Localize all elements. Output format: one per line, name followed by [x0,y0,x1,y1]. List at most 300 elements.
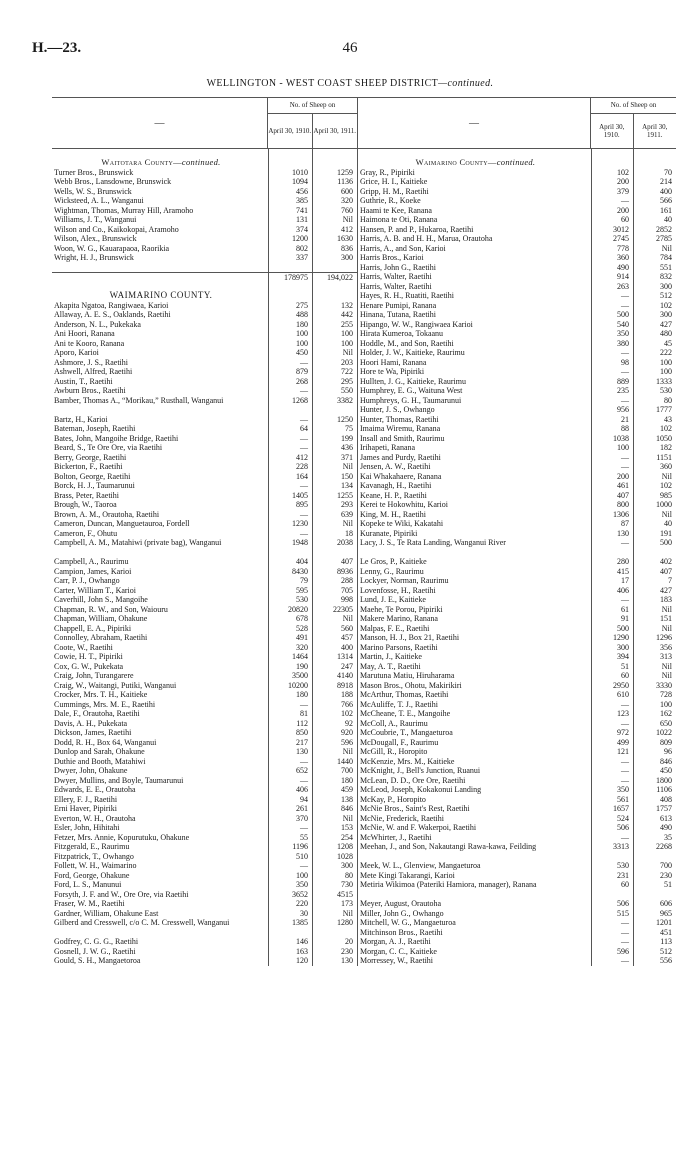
sheep-column-header [268,98,357,148]
sheep-1910: 220 [268,899,312,909]
owner-column-header: — [52,98,268,148]
table-row [358,814,676,824]
table-row [52,595,357,605]
table-row [358,928,676,938]
sheep-1911: 80 [312,871,357,881]
sheep-1911: Nil [633,662,676,672]
owner-name: Harris Bros., Karioi [360,253,424,262]
sheep-1911: 100 [312,329,357,339]
table-row [358,396,676,406]
sheep-1910: — [268,415,312,425]
sheep-1910: 500 [591,624,633,634]
table-row [358,301,676,311]
sheep-1911: 230 [633,871,676,881]
sheep-1911: 295 [312,377,357,387]
sheep-1910: — [268,386,312,396]
owner-name: Miller, John G., Owhango [360,908,444,918]
table-row [358,329,676,339]
table-row [52,728,357,738]
table-row [52,491,357,501]
sheep-1911: Nil [633,624,676,634]
sheep-1911: 153 [312,823,357,833]
sheep-1911: 427 [633,320,676,330]
table-row [358,244,676,254]
owner-name: Ashwell, Alfred, Raetihi [54,367,133,376]
table-row [52,842,357,852]
sheep-1911: 1151 [633,453,676,463]
table-row [358,842,676,861]
owner-name: McLeod, Joseph, Kokakonui Landing [360,785,482,794]
sheep-1910: 561 [591,795,633,805]
sheep-1910: 380 [591,339,633,349]
owner-name: Dwyer, Mullins, and Boyle, Taumarunui [54,775,184,785]
owner-name: Meek, W. L., Glenview, Mangaeturoa [360,861,481,870]
table-row [52,320,357,330]
owner-name: Kopeke te Wiki, Kakatahi [360,519,444,528]
owner-name: Fitzpatrick, T., Owhango [54,851,134,861]
sheep-1910: 530 [268,595,312,605]
total-row [52,272,357,283]
owner-name: Wright, H. J., Brunswick [54,253,134,262]
sheep-1910: 850 [268,728,312,738]
sheep-1910: 60 [591,215,633,225]
owner-name: Gosnell, J. W. G., Raetihi [54,946,136,956]
table-row [52,510,357,520]
sheep-1910: 94 [268,795,312,805]
right-table-rows [358,149,676,966]
owner-name: Borck, H. J., Taumarunui [54,481,135,490]
table-row [52,529,357,539]
sheep-1910: 956 [591,405,633,415]
owner-name: Wilson, Alex., Brunswick [54,234,137,243]
year-1910-header: April 30, 1910. [268,114,313,148]
table-row [52,814,357,824]
table-row [358,310,676,320]
sheep-1911: 320 [312,196,357,206]
sheep-1910 [268,263,312,272]
sheep-1910: 528 [268,624,312,634]
table-row [52,823,357,833]
sheep-1910: — [591,348,633,358]
owner-name: Fetzer, Mrs. Annie, Kopurutuku, Ohakune [54,832,190,842]
sheep-1911: 450 [633,766,676,776]
sheep-1911: 402 [633,557,676,567]
sheep-1910: — [591,937,633,947]
sheep-1910 [268,291,312,301]
owner-name: Caverhill, John S., Mangoihe [54,595,148,604]
table-row [358,633,676,643]
sheep-1911: 182 [633,443,676,453]
owner-name: Hirata Kumeroa, Tokaanu [360,329,444,338]
table-row [358,177,676,187]
sheep-1911: 442 [312,310,357,320]
sheep-1910: 120 [268,956,312,966]
owner-name: Kai Whakahaere, Ranana [360,471,442,481]
sheep-1911: 427 [633,586,676,596]
sheep-1910: 123 [591,709,633,719]
owner-name: Carter, William T., Karioi [54,585,137,595]
sheep-1910: 374 [268,225,312,235]
sheep-1911: 40 [633,215,676,225]
sheep-1910: 130 [591,529,633,539]
sheep-1910: 190 [268,662,312,672]
owner-name: McCheane, T. E., Mangoihe [360,709,451,718]
sheep-1911: 293 [312,500,357,510]
right-table-header [358,97,676,149]
table-row [358,434,676,444]
owner-name: Wilson and Co., Kaikokopai, Aramoho [54,224,179,234]
sheep-1910: 61 [591,605,633,615]
sheep-1911: 596 [312,738,357,748]
sheep-header-label: No. of Sheep on [591,98,676,114]
owner-name: Harris, Walter, Raetihi [360,272,432,281]
sheep-1910: 55 [268,833,312,843]
owner-name: Hipango, W. W., Rangiwaea Karioi [360,319,473,329]
sheep-1910: — [591,291,633,301]
owner-name: Erni Haver, Pipiriki [54,804,117,813]
sheep-1911: 1757 [633,804,676,814]
sheep-1910: 490 [591,263,633,273]
sheep-1910: — [268,510,312,520]
table-row [52,747,357,757]
sheep-1911: 400 [633,187,676,197]
table-row [358,804,676,814]
sheep-1910: 3012 [591,225,633,235]
owner-name: Cameron, F., Ohutu [54,528,118,538]
owner-name: Carr, P. J., Owhango [54,576,120,585]
owner-name: Kuranate, Pipiriki [360,528,418,538]
sheep-1911: 480 [633,329,676,339]
sheep-1910: 320 [268,643,312,653]
owner-name: Hore te Wa, Pipiriki [360,367,425,376]
table-row [358,766,676,776]
sheep-1911: 255 [312,320,357,330]
sheep-1911: Nil [633,244,676,254]
sheep-1911: 1777 [633,405,676,415]
sheep-1910: 163 [268,947,312,957]
sheep-1910: — [268,529,312,539]
table-row [358,557,676,567]
owner-name: Harris, John G., Raetihi [360,262,436,272]
sheep-1911: 8918 [312,681,357,691]
owner-name: Cowie, H. T., Pipiriki [54,652,123,661]
table-row [52,804,357,814]
table-row [358,538,676,557]
sheep-1910: 879 [268,367,312,377]
table-row [358,282,676,292]
report-number: H.—23. [32,40,82,56]
sheep-1910: — [591,595,633,605]
sheep-1910: 889 [591,377,633,387]
sheep-1910: — [591,367,633,377]
table-row [358,937,676,947]
table-row [358,320,676,330]
owner-name: Follett, W. H., Waimarino [54,861,137,870]
sheep-1911: 20 [312,937,357,947]
owner-name: Morgan, C. C., Kaitieke [360,946,437,956]
year-1911-header: April 30, 1911. [642,123,668,139]
sheep-1910: 540 [591,320,633,330]
owner-name: Harris, A. B. and H. H., Marua, Orautoha [360,234,493,243]
owner-name: Austin, T., Raetihi [54,376,113,386]
sheep-1910: 1657 [591,804,633,814]
sheep-1911: 254 [312,833,357,843]
sheep-1910: 415 [591,567,633,577]
sheep-1910: 60 [591,880,633,899]
owner-name: Hunter, Thomas, Raetihi [360,414,439,424]
owner-name: Wicksteed, A. L., Wanganui [54,196,144,205]
sheep-1910: 81 [268,709,312,719]
district-title-suffix: —continued. [438,78,494,89]
owner-name: Imaima Wiremu, Ranana [360,424,441,433]
owner-name: Esler, John, Hihitahi [54,823,120,832]
table-row [52,785,357,795]
owner-name: Turner Bros., Brunswick [54,167,134,177]
owner-name: McKay, P., Horopito [360,794,426,804]
sheep-1911: 40 [633,519,676,529]
table-row [358,956,676,966]
sheep-1910: 491 [268,633,312,643]
table-row [52,234,357,244]
table-row [358,472,676,482]
sheep-1911: 2852 [633,225,676,235]
sheep-1911: 556 [633,956,676,966]
owner-name: Ani te Kooro, Ranana [54,338,125,348]
sheep-1911: 846 [312,804,357,814]
owner-name: Berry, George, Raetihi [54,452,127,462]
owner-name: Gardner, William, Ohakune East [54,908,159,918]
owner-name: Woon, W. G., Kauarapaoa, Raorikia [54,243,170,253]
sheep-1910: 1385 [268,918,312,937]
sheep-1910: 778 [591,244,633,254]
sheep-1911 [633,158,676,168]
owner-name [52,282,268,291]
table-row [358,206,676,216]
table-row [358,833,676,843]
sheep-1911: 1333 [633,377,676,387]
sheep-1910: 350 [591,329,633,339]
sheep-1911: 173 [312,899,357,909]
sheep-1911: 700 [633,861,676,871]
owner-name: Cox, G. W., Pukekata [54,661,124,671]
table-row [52,643,357,653]
owner-name: Malpas, F. E., Raetihi [360,623,430,633]
table-row [358,500,676,510]
sheep-1911 [312,149,357,158]
table-row [52,852,357,862]
table-row [52,339,357,349]
sheep-1910: — [591,719,633,729]
sheep-1910: 8430 [268,567,312,577]
sheep-1910: 450 [268,348,312,358]
sheep-1910: 596 [591,947,633,957]
sheep-1910: 610 [591,690,633,700]
table-row [52,633,357,643]
table-row [52,244,357,254]
owner-name: Cameron, Duncan, Manguetauroa, Fordell [54,519,190,528]
sheep-1911 [312,263,357,272]
sheep-1910: — [591,928,633,938]
sheep-1911: 766 [312,700,357,710]
sheep-1911: 985 [633,491,676,501]
sheep-1911: 102 [633,424,676,434]
owner-name: May, A. T., Raetihi [360,661,421,671]
sheep-1910: — [591,757,633,767]
owner-name [52,149,268,158]
table-row [52,719,357,729]
sheep-1911: 134 [312,481,357,491]
sheep-1910: 130 [268,747,312,757]
sheep-1910: 51 [591,662,633,672]
sheep-1910: 406 [591,586,633,596]
sheep-1911: 530 [633,386,676,396]
table-row [358,624,676,634]
owner-name: Ford, L. S., Manunui [54,880,122,889]
owner-name: Morressey, W., Raetihi [360,956,434,965]
table-row [358,196,676,206]
owner-name: Humphrey, E. G., Waituna West [360,386,463,395]
sheep-1911: 1280 [312,918,357,937]
sheep-1911: 1250 [312,415,357,425]
sheep-1911: 1050 [633,434,676,444]
sheep-1910: 337 [268,253,312,263]
owner-name: Harris, A., and Son, Karioi [360,243,446,253]
owner-name: Le Gros, P., Kaitieke [360,557,427,566]
table-row [52,861,357,871]
sheep-1911: 188 [312,690,357,700]
table-row [52,947,357,957]
owner-name: Akapita Ngatoa, Rangiwaea, Karioi [54,300,169,310]
sheep-1910 [591,158,633,168]
sheep-1910 [591,149,633,158]
sheep-1910: 524 [591,814,633,824]
owner-name: Lovenfosse, H., Raetihi [360,585,436,595]
sheep-1911: 214 [633,177,676,187]
sheep-1910: 1230 [268,519,312,529]
sheep-1911: Nil [633,605,676,615]
owner-name: McWhirter, J., Raetihi [360,832,432,842]
owner-name: Gilberd and Cresswell, c/o C. M. Cresswell, Wanganui [54,918,230,927]
owner-name: Irihapeti, Ranana [360,443,416,452]
table-row [358,861,676,871]
owner-name: Dickson, James, Raetihi [54,728,132,737]
sheep-1911: 199 [312,434,357,444]
owner-name: McArthur, Thomas, Raetihi [360,690,449,699]
sheep-1911: 3382 [312,396,357,415]
owner-name: Dodd, R. H., Box 64, Wanganui [54,737,157,747]
sheep-1911: 836 [312,244,357,254]
sheep-1910: 406 [268,785,312,795]
table-row [358,947,676,957]
table-row [52,263,357,272]
sheep-1910: 235 [591,386,633,396]
table-row [358,415,676,425]
sheep-1911: 288 [312,576,357,586]
section-heading [358,158,676,168]
table-row [358,405,676,415]
sheep-1911: 8936 [312,567,357,577]
sheep-1911: 191 [633,529,676,539]
sheep-1910: — [268,443,312,453]
table-row [52,709,357,719]
owner-name: Craig, John, Turangarere [54,671,134,680]
sheep-1911: 490 [633,823,676,833]
table-row [52,443,357,453]
sheep-1910: 407 [591,491,633,501]
owner-name: Fraser, W. M., Raetihi [54,899,125,908]
table-row [358,795,676,805]
sheep-1910: 164 [268,472,312,482]
sheep-1911: 102 [312,709,357,719]
left-table-rows [52,149,357,966]
sheep-1910: — [268,358,312,368]
sheep-1911: 180 [312,776,357,786]
district-title [0,78,700,89]
owner-name: Lund, J. E., Kaitieke [360,595,426,604]
table-row [358,358,676,368]
sheep-1910: — [268,700,312,710]
sheep-1910: 2745 [591,234,633,244]
sheep-1910: 394 [591,652,633,662]
sheep-1910: 379 [591,187,633,197]
owner-name: McLean, D. D., Ore Ore, Raetihi [360,775,466,785]
sheep-1911: 550 [312,386,357,396]
sheep-1911: 705 [312,586,357,596]
table-row [358,253,676,263]
sheep-1910: 200 [591,177,633,187]
owner-name: Marino Parsons, Raetihi [360,642,438,652]
sheep-header-label: No. of Sheep on [268,98,357,114]
owner-name: Haimona te Oti, Ranana [360,215,438,224]
table-row [52,329,357,339]
owner-name: Allaway, A. E. S., Oaklands, Raetihi [54,310,171,319]
sheep-1910: 100 [268,329,312,339]
owner-name: Manson, H. J., Box 21, Raetihi [360,633,460,642]
sheep-1911: Nil [312,348,357,358]
sheep-1911: 1314 [312,652,357,662]
sheep-1911: 613 [633,814,676,824]
sheep-1910: 2950 [591,681,633,691]
owner-name: Ashmore, J. S., Raetihi [54,357,128,367]
sheep-1910: — [591,766,633,776]
table-row [358,671,676,681]
sheep-1910: 1948 [268,538,312,557]
table-row [52,253,357,263]
table-row [52,662,357,672]
sheep-1911: 35 [633,833,676,843]
district-title-text: WELLINGTON - WEST COAST SHEEP DISTRICT [206,78,439,89]
sheep-1911: 784 [633,253,676,263]
owner-name: Hunter, J. S., Owhango [360,405,435,414]
sheep-1910: 1038 [591,434,633,444]
table-row [358,510,676,520]
owner-name: Marutuna Matiu, Hiruharama [360,671,455,680]
owner-name: Grice, H. I., Kaitieke [360,177,428,186]
table-row [52,396,357,415]
sheep-1910: 1268 [268,396,312,415]
owner-name: Connolley, Abraham, Raetihi [54,633,148,642]
owner-name: Keane, H. P., Raetihi [360,490,427,500]
owner-name: Humphreys, G. H., Taumarunui [360,395,462,405]
sheep-1911: 102 [633,301,676,311]
sheep-1911: 150 [312,472,357,482]
table-row [52,472,357,482]
owner-name: Dunlop and Sarah, Ohakune [54,747,145,756]
sheep-1910: 131 [268,215,312,225]
table-row [52,557,357,567]
right-table [357,97,676,966]
table-row [52,776,357,786]
